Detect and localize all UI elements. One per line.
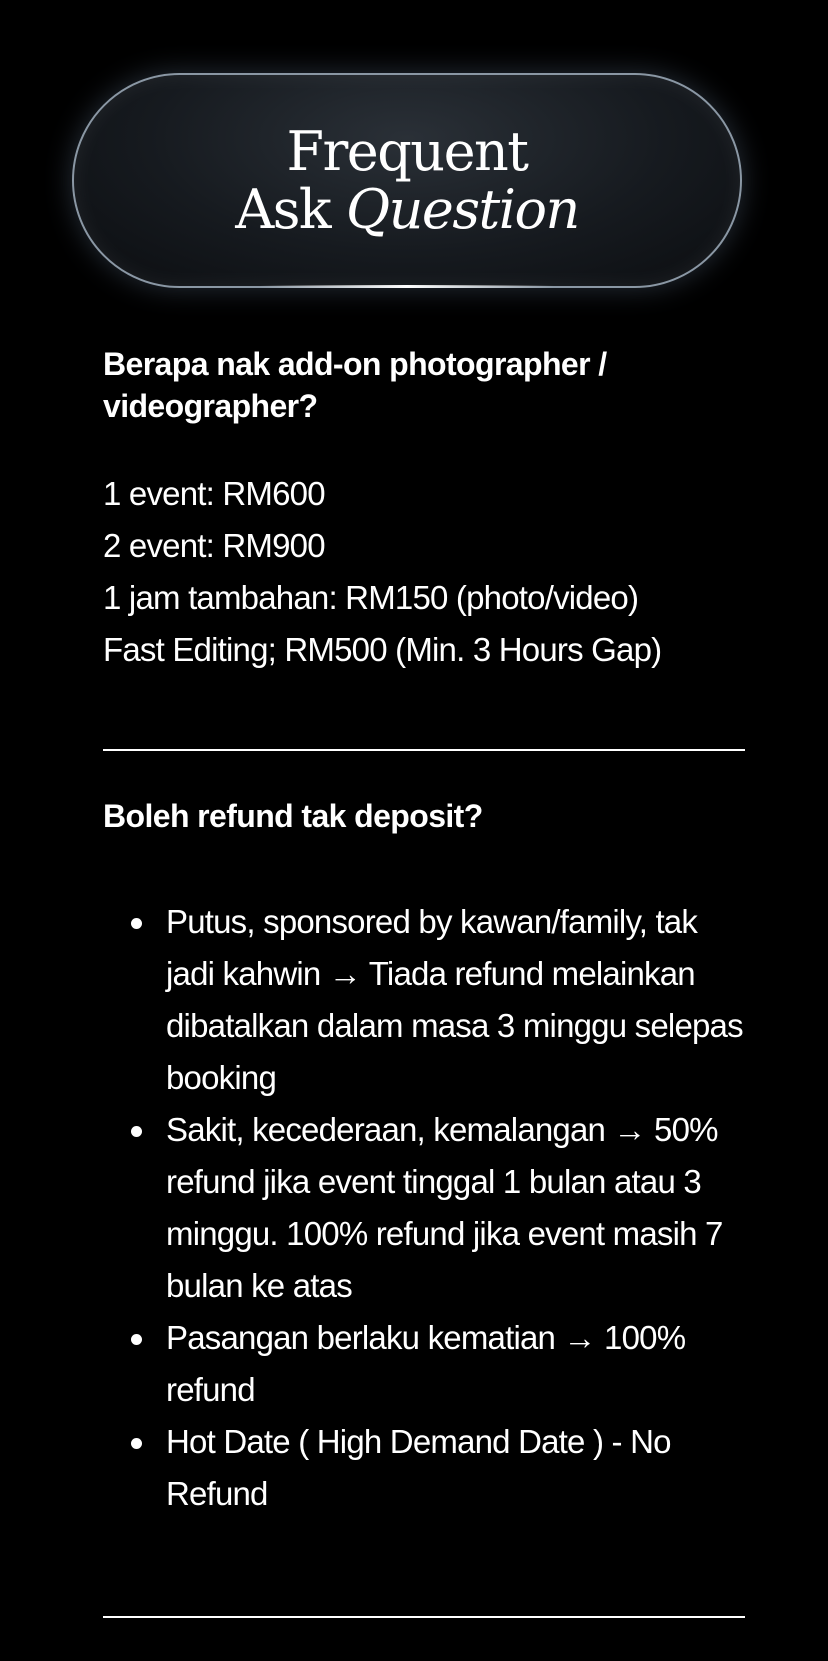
list-item [103, 1312, 745, 1416]
list-item-text: Sakit, kecederaan, kemalangan → 50% refund jika event tinggal 1 bulan atau 3 minggu. 100% refund jika event masih 7 bulan ke atas [166, 1111, 723, 1304]
page-title-ask: Ask [235, 177, 331, 241]
faq-answer-line: 1 event: RM600 [103, 475, 325, 512]
list-item-text: Putus, sponsored by kawan/family, tak jadi kahwin → Tiada refund melainkan dibatalkan dalam masa 3 minggu selepas booking [166, 903, 743, 1096]
page-title-line-2 [235, 177, 579, 241]
list-item-text: Pasangan berlaku kematian → 100% refund [166, 1319, 686, 1408]
list-item-text: Hot Date ( High Demand Date ) - No Refund [166, 1423, 671, 1512]
faq-header-pill [72, 73, 742, 288]
faq-item-addon [103, 343, 745, 676]
bullet-dot-icon [131, 1126, 142, 1137]
bullet-dot-icon [131, 1334, 142, 1345]
faq-question: Boleh refund tak deposit? [103, 798, 483, 834]
faq-item-refund [103, 795, 745, 1520]
bullet-dot-icon [131, 918, 142, 929]
faq-answer-line: 2 event: RM900 [103, 527, 325, 564]
list-item [103, 1104, 745, 1312]
faq-divider [103, 1616, 745, 1618]
faq-answer-list [103, 896, 745, 1520]
page-title-question: Question [345, 177, 579, 241]
faq-answer-line: Fast Editing; RM500 (Min. 3 Hours Gap) [103, 631, 662, 668]
list-item [103, 1416, 745, 1520]
faq-answer-line: 1 jam tambahan: RM150 (photo/video) [103, 579, 639, 616]
page-title-line-1: Frequent [286, 119, 528, 183]
list-item [103, 896, 745, 1104]
faq-question: Berapa nak add-on photographer / videographer? [103, 346, 607, 424]
bullet-dot-icon [131, 1438, 142, 1449]
faq-divider [103, 749, 745, 751]
